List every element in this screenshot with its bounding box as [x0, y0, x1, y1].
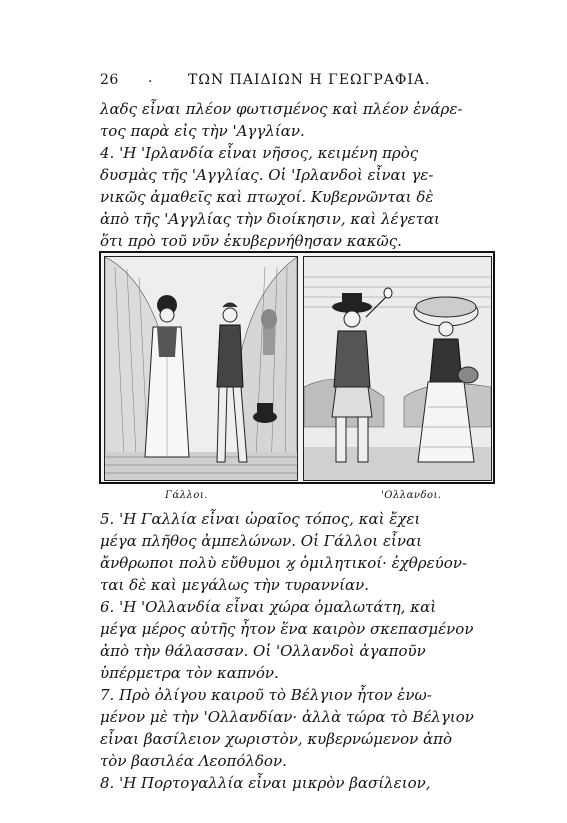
text-line: ἀπὸ τῆς 'Αγγλίας τὴν διοίκησιν, καὶ λέγεται [100, 210, 440, 228]
french-couple-engraving [105, 257, 297, 480]
text-line: ται δὲ καὶ μεγάλως τὴν τυραννίαν. [100, 576, 370, 594]
text-line: 6. 'Η 'Ολλανδία εἶναι χώρα ὁμαλωτάτη, καὶ [100, 598, 437, 616]
french-couple-panel [104, 256, 298, 481]
running-header [100, 70, 480, 94]
header-separator: . [148, 70, 153, 86]
text-line: τὸν βασιλέα Λεοπόλδον. [100, 752, 287, 770]
text-line: 4. 'Η 'Ιρλανδία εἶναι νῆσος, κειμένη πρὸς [100, 144, 419, 162]
text-line: μένον μὲ τὴν 'Ολλανδίαν· ἀλλὰ τώρα τὸ Βέλγιον [100, 708, 474, 726]
text-line: μέγα μέρος αὐτῆς ἦτον ἕνα καιρὸν σκεπασμένον [100, 620, 474, 638]
text-line: τος παρὰ εἰς τὴν 'Αγγλίαν. [100, 122, 305, 140]
dutch-couple-engraving [304, 257, 491, 480]
text-line: εἶναι βασίλειον χωριστὸν, κυβερνώμενον ἀπὸ [100, 730, 453, 748]
text-line: 7. Πρὸ ὀλίγου καιροῦ τὸ Βέλγιον ἦτον ἐνω- [100, 686, 432, 704]
text-line: 8. 'Η Πορτογαλλία εἶναι μικρὸν βασίλειον, [100, 774, 431, 792]
engraving-illustration [99, 251, 495, 484]
text-line: ὑπέρμετρα τὸν καπνόν. [100, 664, 279, 682]
caption-dutch: 'Ολλανδοι. [381, 490, 442, 501]
text-line: νικῶς ἀμαθεῖς καὶ πτωχοί. Κυβερνῶνται δὲ [100, 188, 434, 206]
text-line: μέγα πλῆθος ἀμπελώνων. Οἱ Γάλλοι εἶναι [100, 532, 423, 550]
page-title: ΤΩΝ ΠΑΙΔΙΩΝ Η ΓΕΩΓΡΑΦΙΑ. [188, 72, 431, 88]
page-number: 26 [100, 72, 119, 88]
text-line: ὅτι πρὸ τοῦ νῦν ἐκυβερνήθησαν κακῶς. [100, 232, 402, 250]
dutch-couple-panel [303, 256, 492, 481]
text-line: λαδς εἶναι πλέον φωτισμένος καὶ πλέον ἐνάρε- [100, 100, 463, 118]
text-line: ἄνθρωποι πολὺ εὔθυμοι ϗ ὁμιλητικοί· ἐχθρεύον- [100, 554, 468, 572]
caption-french: Γάλλοι. [165, 490, 208, 501]
text-line: 5. 'Η Γαλλία εἶναι ὡραῖος τόπος, καὶ ἔχει [100, 510, 421, 528]
text-line: ἀπὸ τὴν θάλασσαν. Οἱ 'Ολλανδοὶ ἀγαποῦν [100, 642, 426, 660]
text-line: δυσμὰς τῆς 'Αγγλίας. Οἱ 'Ιρλανδοὶ εἶναι γε- [100, 166, 434, 184]
